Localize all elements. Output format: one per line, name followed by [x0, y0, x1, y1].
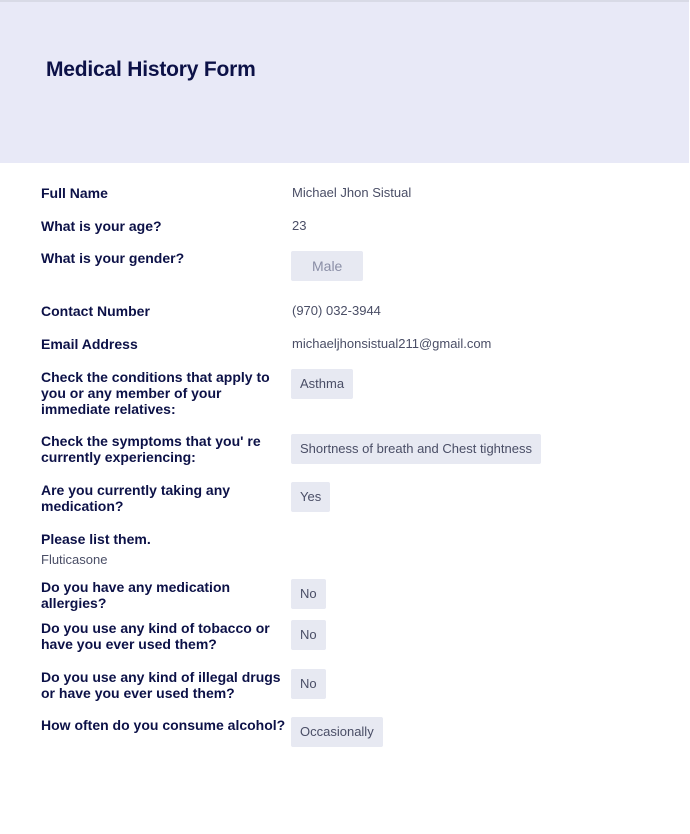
- form-title: Medical History Form: [46, 58, 256, 81]
- medication-label: Are you currently taking any medication?: [41, 482, 231, 514]
- full-name-label: Full Name: [41, 185, 108, 201]
- contact-number-label: Contact Number: [41, 303, 150, 319]
- medication-list-label: Please list them.: [41, 531, 151, 547]
- conditions-label: Check the conditions that apply to you or any member of your immediate relatives:: [41, 369, 270, 417]
- allergies-chip: No: [291, 579, 326, 609]
- contact-number-value: (970) 032-3944: [292, 303, 381, 318]
- gender-label: What is your gender?: [41, 250, 185, 266]
- email-value: michaeljhonsistual211@gmail.com: [292, 336, 492, 351]
- tobacco-label: Do you use any kind of tobacco or have you ever used them?: [41, 620, 270, 652]
- conditions-chip: Asthma: [291, 369, 353, 399]
- illegal-drugs-label: Do you use any kind of illegal drugs or have you ever used them?: [41, 669, 281, 701]
- symptoms-chip: Shortness of breath and Chest tightness: [291, 434, 541, 464]
- age-value: 23: [292, 218, 307, 233]
- full-name-value: Michael Jhon Sistual: [292, 185, 412, 200]
- illegal-drugs-chip: No: [291, 669, 326, 699]
- age-label: What is your age?: [41, 218, 162, 234]
- alcohol-label: How often do you consume alcohol?: [41, 717, 286, 733]
- medication-list-value: Fluticasone: [41, 552, 108, 567]
- medication-chip: Yes: [291, 482, 330, 512]
- tobacco-chip: No: [291, 620, 326, 650]
- symptoms-label: Check the symptoms that you' re currently experiencing:: [41, 433, 261, 465]
- form-header: [0, 0, 689, 163]
- email-label: Email Address: [41, 336, 138, 352]
- alcohol-chip: Occasionally: [291, 717, 383, 747]
- allergies-label: Do you have any medication allergies?: [41, 579, 231, 611]
- gender-chip: Male: [291, 251, 363, 281]
